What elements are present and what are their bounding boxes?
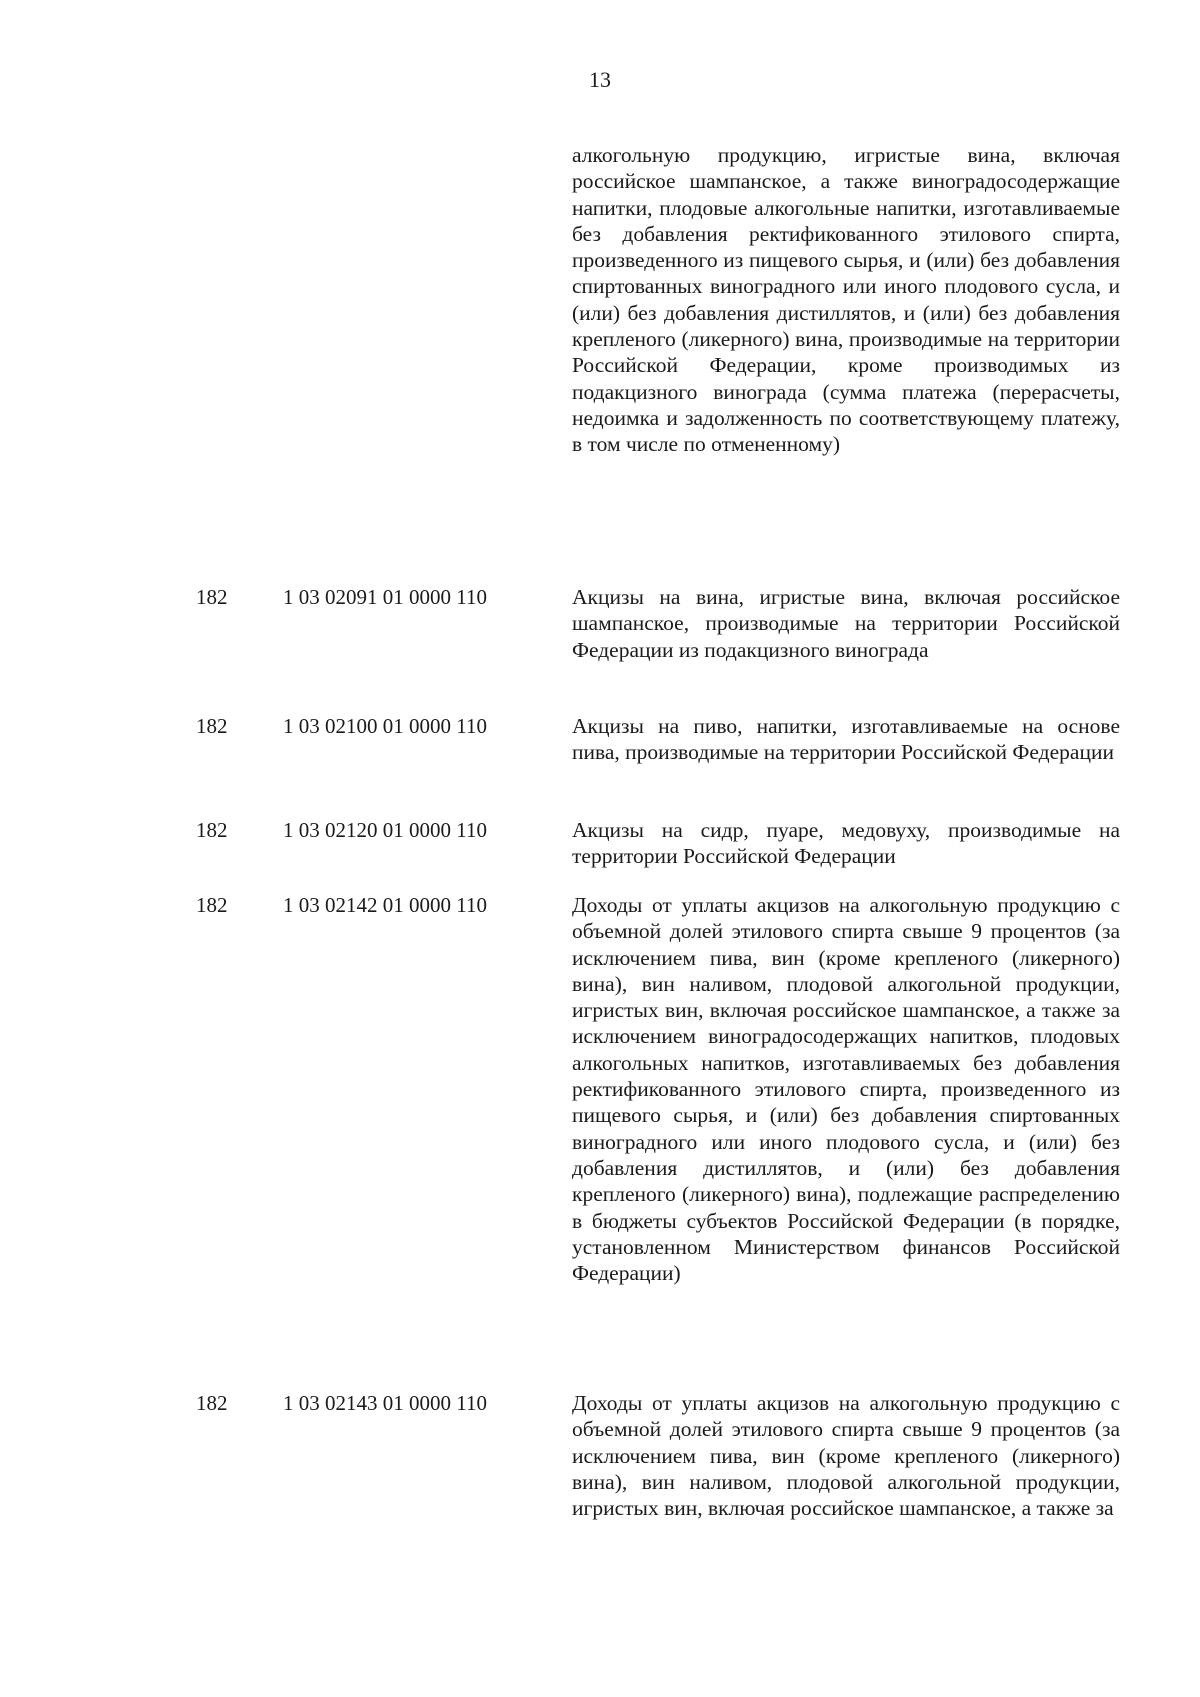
administrator-code: 182 — [196, 1391, 228, 1415]
administrator-code: 182 — [196, 818, 228, 842]
continuation-description: алкогольную продукцию, игристые вина, включая российское шампанское, а также виноградосодержащие напитки, плодовые алкогольные напитки, изготавливаемые без добавления ректификованного этилового спирта, произведенного из пищевого сырья, и (или) без добавления спиртованных виноградного или иного плодового сусла, и (или) без добавления дистиллятов, и (или) без добавления крепленого (ликерного) вина, производимые на территории Российской Федерации, кроме производимых из подакцизного винограда (сумма платежа (перерасчеты, недоимка и задолженность по соответствующему платежу, в том числе по отмененному) — [572, 143, 1120, 457]
administrator-code: 182 — [196, 585, 228, 609]
budget-classification-code: 1 03 02142 01 0000 110 — [283, 893, 487, 917]
budget-classification-code: 1 03 02143 01 0000 110 — [283, 1391, 487, 1415]
page-number: 13 — [589, 67, 611, 92]
revenue-description: Доходы от уплаты акцизов на алкогольную продукцию с объемной долей этилового спирта свыше 9 процентов (за исключением пива, вин (кроме крепленого (ликерного) вина), вин наливом, плодовой алкогольной продукции, игристых вин, включая российское шампанское, а также за исключением виноградосодержащих напитков, плодовых алкогольных напитков, изготавливаемых без добавления ректификованного этилового спирта, произведенного из пищевого сырья, и (или) без добавления спиртованных виноградного или иного плодового сусла, и (или) без добавления дистиллятов, и (или) без добавления крепленого (ликерного) вина), подлежащие распределению в бюджеты субъектов Российской Федерации (в порядке, установленном Министерством финансов Российской Федерации) — [572, 893, 1120, 1286]
administrator-code: 182 — [196, 714, 228, 738]
revenue-description: Доходы от уплаты акцизов на алкогольную продукцию с объемной долей этилового спирта свыше 9 процентов (за исключением пива, вин (кроме крепленого (ликерного) вина), вин наливом, плодовой алкогольной продукции, игристых вин, включая российское шампанское, а также за — [572, 1391, 1120, 1521]
budget-classification-code: 1 03 02091 01 0000 110 — [283, 585, 487, 609]
revenue-description: Акцизы на пиво, напитки, изготавливаемые на основе пива, производимые на территории Российской Федерации — [572, 714, 1120, 765]
revenue-description: Акцизы на вина, игристые вина, включая российское шампанское, производимые на территории Российской Федерации из подакцизного винограда — [572, 585, 1120, 662]
revenue-description: Акцизы на сидр, пуаре, медовуху, производимые на территории Российской Федерации — [572, 818, 1120, 869]
administrator-code: 182 — [196, 893, 228, 917]
budget-classification-code: 1 03 02100 01 0000 110 — [283, 714, 487, 738]
budget-classification-code: 1 03 02120 01 0000 110 — [283, 818, 487, 842]
